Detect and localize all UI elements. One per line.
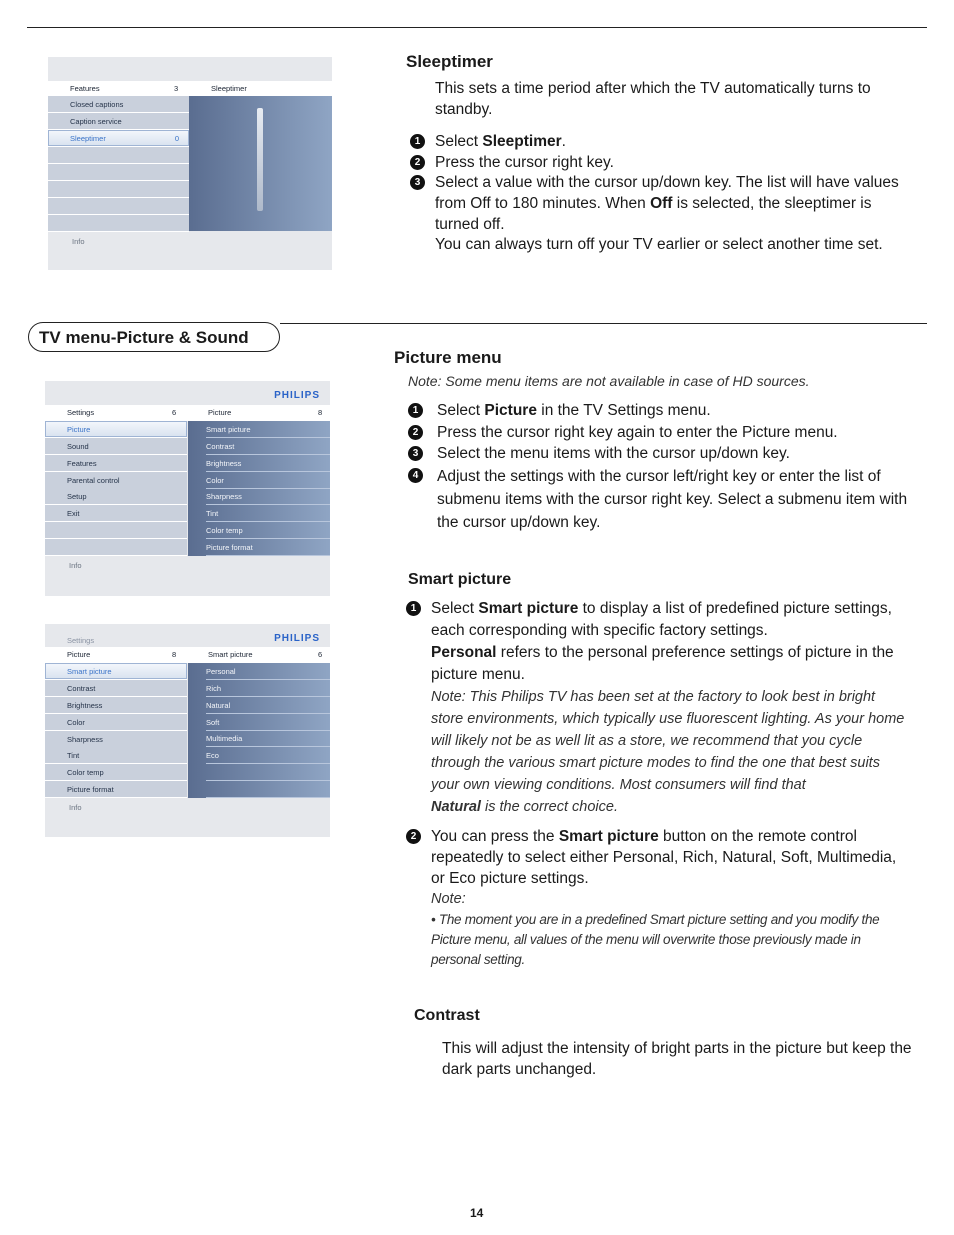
picture-menu-heading: Picture menu — [394, 348, 502, 367]
top-rule — [27, 27, 927, 28]
menu-item[interactable]: Caption service — [48, 113, 189, 130]
submenu-item[interactable]: Soft — [206, 714, 330, 731]
picture-step-3: 3 Select the menu items with the cursor up/down key. — [408, 443, 913, 464]
menu-item — [48, 181, 189, 198]
menu-item[interactable]: Exit — [45, 505, 187, 522]
menu-item[interactable]: Closed captions — [48, 96, 189, 113]
menu-item[interactable]: Contrast — [45, 680, 187, 697]
menu-item[interactable]: Tint — [45, 747, 187, 764]
left-menu-count: 3 — [174, 84, 179, 93]
sleeptimer-step-1: 1 Select Sleeptimer. — [410, 131, 910, 152]
menu-item — [48, 164, 189, 181]
submenu-item[interactable]: Color — [206, 472, 330, 489]
menu-item[interactable]: Sound — [45, 438, 187, 455]
screen-header: Picture 8 Smart picture 6 — [45, 647, 330, 663]
submenu-item[interactable]: Eco — [206, 747, 330, 764]
smart-picture-screen — [45, 624, 330, 837]
picture-step-1: 1 Select Picture in the TV Settings menu. — [408, 400, 913, 421]
menu-item — [45, 522, 187, 539]
picture-menu-note: Note: Some menu items are not available in case of HD sources. — [408, 373, 810, 389]
sleeptimer-extra: You can always turn off your TV earlier or select another time set. — [435, 236, 883, 253]
sleeptimer-step-3: 3 Select a value with the cursor up/down key. The list will have values from Off to 180 minutes. When Off is selected, the sleeptimer is turned off. — [410, 172, 910, 235]
menu-item-selected[interactable]: Smart picture — [45, 663, 187, 680]
info-label: Info — [69, 803, 82, 812]
submenu-item[interactable]: Picture format — [206, 539, 330, 556]
info-label: Info — [69, 561, 82, 570]
screen-header — [48, 81, 332, 96]
sleeptimer-step-2: 2 Press the cursor right key. — [410, 152, 910, 173]
menu-item[interactable]: Picture format — [45, 781, 187, 798]
submenu-item[interactable]: Multimedia — [206, 730, 330, 747]
menu-item — [48, 215, 189, 232]
submenu-item — [206, 781, 330, 798]
smart-step-1: 1 Select Smart picture to display a list of predefined picture settings, each corresponding with specific factory settings. Personal refers to the personal preference settings of picture in the picture menu. Note: This Philips TV has been set at the factory to look best in bright store environments, which typically use fluorescent lighting. As your home will likely not be as well lit as a store, we recommend that you cycle through the various smart picture modes to find the one that best suits your own viewing conditions. Most consumers will find that Natural is the correct choice. — [406, 598, 916, 818]
submenu-item[interactable]: Natural — [206, 697, 330, 714]
submenu-item[interactable]: Smart picture — [206, 421, 330, 438]
right-menu-title: Sleeptimer — [211, 84, 247, 93]
menu-item[interactable]: Brightness — [45, 697, 187, 714]
menu-item[interactable]: Parental control — [45, 472, 187, 489]
menu-item — [48, 198, 189, 215]
sleeptimer-screen — [48, 57, 332, 270]
info-label: Info — [72, 237, 85, 246]
breadcrumb: Settings — [67, 636, 95, 645]
section-rule — [280, 323, 927, 324]
philips-logo: PHILIPS — [274, 390, 320, 401]
menu-item-selected[interactable]: Sleeptimer 0 — [48, 130, 189, 147]
menu-item[interactable]: Color — [45, 714, 187, 731]
smart-step-2: 2 You can press the Smart picture button on the remote control repeatedly to select either Personal, Rich, Natural, Soft, Multimedia, or Eco picture settings. Note: • The moment you are in a predefined Smart picture setting and you modify the Picture menu, all values of the menu will overwrite those previously made in personal setting. — [406, 826, 916, 970]
sleeptimer-slider[interactable] — [257, 108, 263, 211]
submenu-item — [206, 764, 330, 781]
submenu-panel — [188, 421, 330, 556]
submenu-item[interactable]: Contrast — [206, 438, 330, 455]
philips-logo: PHILIPS — [274, 633, 320, 644]
page-number: 14 — [470, 1206, 484, 1220]
step-number: 3 — [410, 175, 425, 190]
smart-picture-heading: Smart picture — [408, 571, 512, 588]
value-panel — [189, 96, 332, 231]
submenu-item[interactable]: Rich — [206, 680, 330, 697]
menu-item[interactable]: Sharpness — [45, 731, 187, 748]
section-title: TV menu-Picture & Sound — [39, 328, 249, 347]
menu-item-selected[interactable]: Picture — [45, 421, 187, 438]
contrast-heading: Contrast — [414, 1007, 480, 1024]
picture-step-4: 4 Adjust the settings with the cursor left/right key or enter the list of submenu items with the cursor right key. Select a submenu item with the cursor up/down key. — [408, 465, 913, 534]
picture-step-2: 2 Press the cursor right key again to enter the Picture menu. — [408, 422, 913, 443]
left-menu-title: Features — [70, 84, 100, 93]
sleeptimer-heading: Sleeptimer — [406, 52, 493, 71]
menu-item[interactable]: Setup — [45, 488, 187, 505]
contrast-text: This will adjust the intensity of bright parts in the picture but keep the dark parts unchanged. — [442, 1040, 912, 1078]
screen-header: Settings 6 Picture 8 — [45, 405, 330, 421]
submenu-item[interactable]: Sharpness — [206, 488, 330, 505]
submenu-item[interactable]: Tint — [206, 505, 330, 522]
picture-menu-screen — [45, 381, 330, 596]
menu-item[interactable]: Color temp — [45, 764, 187, 781]
step-number: 2 — [410, 155, 425, 170]
menu-item — [45, 539, 187, 556]
section-title-box — [28, 322, 280, 352]
step-number: 1 — [410, 134, 425, 149]
submenu-item[interactable]: Personal — [206, 663, 330, 680]
submenu-item[interactable]: Brightness — [206, 455, 330, 472]
submenu-panel — [188, 663, 330, 798]
menu-item[interactable]: Features — [45, 455, 187, 472]
menu-item — [48, 147, 189, 164]
sleeptimer-intro: This sets a time period after which the TV automatically turns to standby. — [435, 80, 871, 118]
submenu-item[interactable]: Color temp — [206, 522, 330, 539]
